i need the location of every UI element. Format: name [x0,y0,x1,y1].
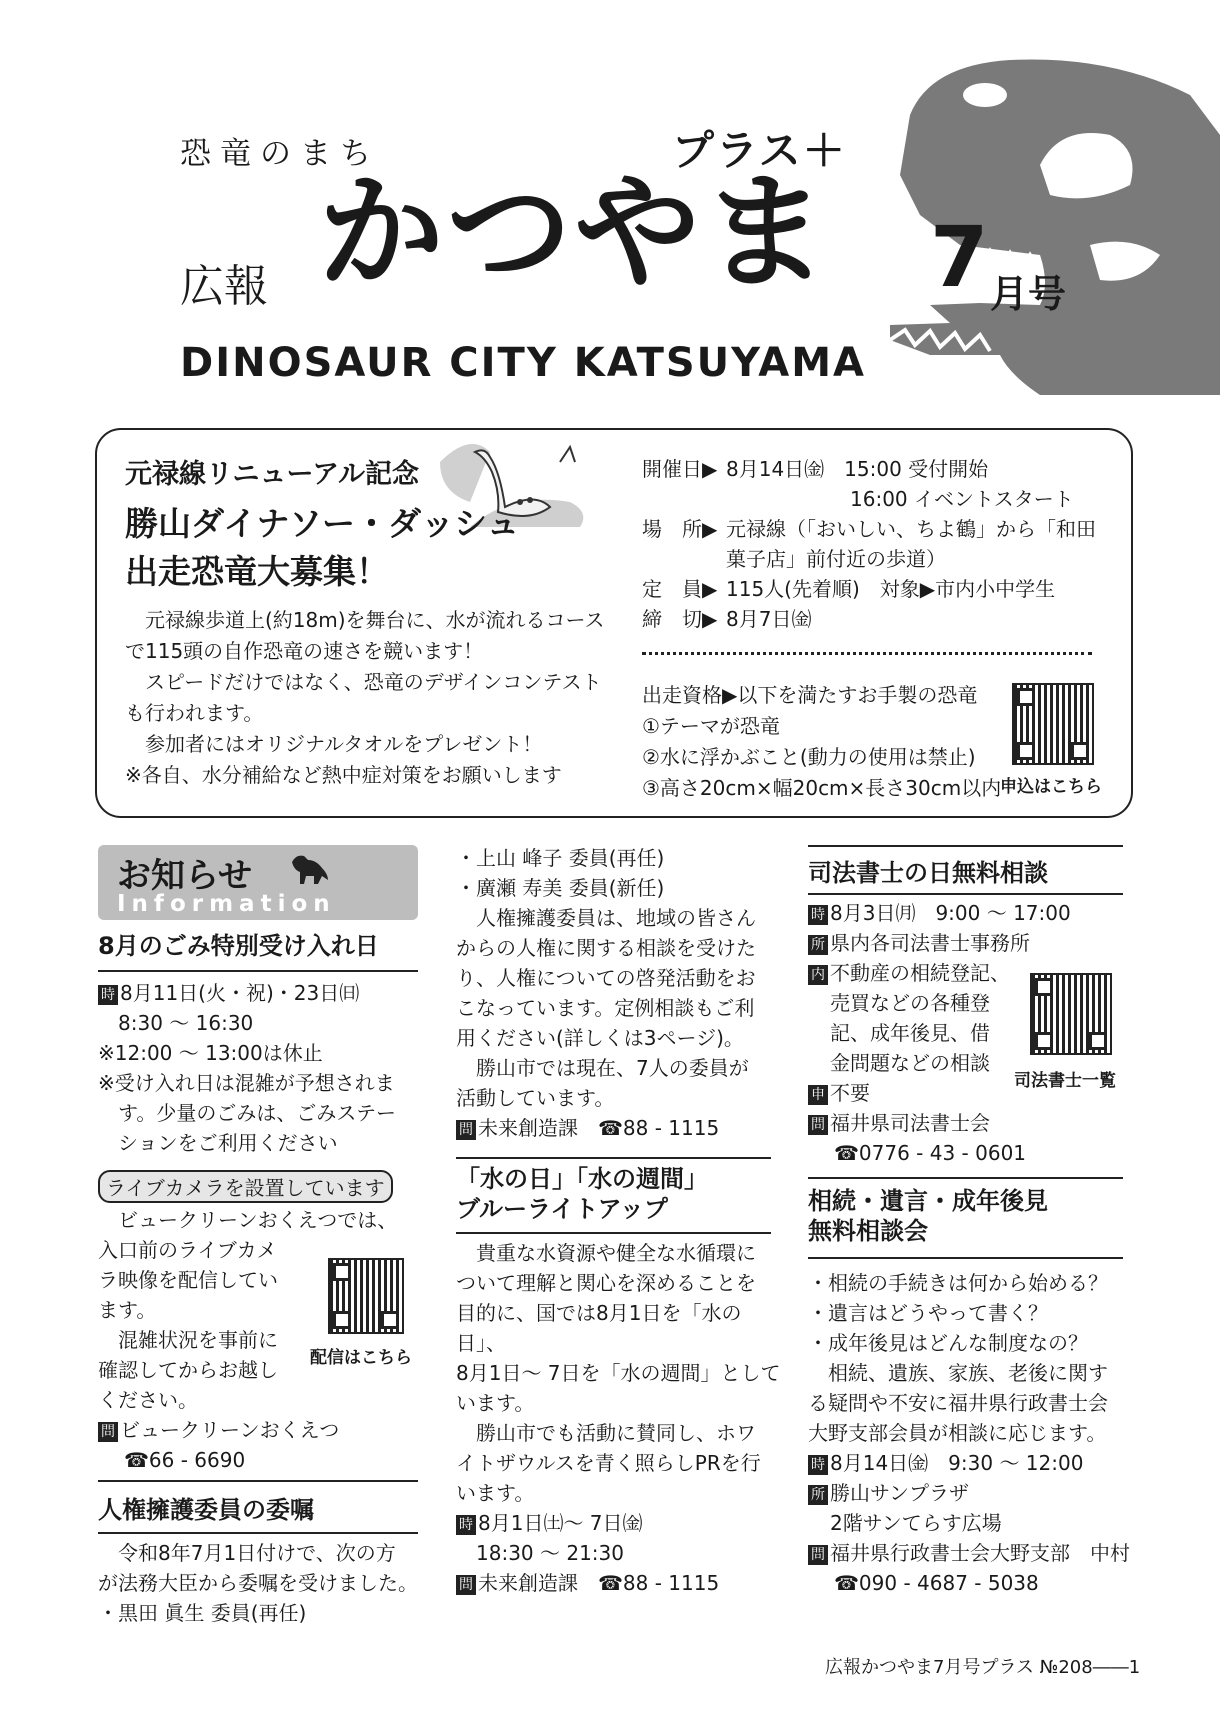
qualification-title: 出走資格▶以下を満たすお手製の恐竜 [642,683,978,707]
event-place-value: 元禄線（「おいしい、ちよ鶴」から「和田 [726,517,1096,541]
qualification-1: ①テーマが恐竜 [642,714,780,738]
divider [98,1532,418,1534]
jinken-p1-5: 用ください(詳しくは3ページ)。 [456,1026,744,1050]
contact-tag: 問 [456,1120,476,1140]
livecam-contact: ビュークリーンおくえつ [120,1418,340,1442]
divider [808,893,1123,895]
time-tag: 時 [456,1515,476,1535]
qualification-2: ②水に浮かぶこと(動力の使用は禁止) [642,745,976,769]
qualification-3: ③高さ20cm×幅20cm×長さ30cm以内 [642,776,1002,800]
event-qualifications [642,680,1001,804]
member-3: ・廣瀬 寿美 委員(新任) [456,876,665,900]
garbage-title: 8月のごみ特別受け入れ日 [98,932,379,960]
souzoku-place-2: 2階サンてらす広場 [830,1511,1002,1535]
koho-label: 広報 [180,261,268,312]
livecam-line-1: ビュークリーンおくえつでは、 [118,1208,398,1232]
event-lead: 元禄線リニューアル記念 [125,459,420,490]
divider [808,1257,1123,1259]
shiho-date: 8月3日㈪ 9:00 ～ 17:00 [830,901,1071,925]
city-english-title: DINOSAUR CITY KATSUYAMA [180,340,866,386]
water-title-line1: 「水の日」「水の週間」 [456,1165,708,1193]
event-title-line1: 勝山ダイナソー・ダッシュ [125,504,520,543]
souzoku-date: 8月14日㈮ 9:30 ～ 12:00 [830,1451,1084,1475]
livecam-line-7: ください。 [98,1388,198,1412]
jinken-title: 人権擁護委員の委嘱 [98,1496,314,1524]
jinken-p1-2: からの人権に関する相談を受けた [456,936,756,960]
livecam-tel: ☎66 - 6690 [124,1448,246,1472]
garbage-note-2c: ションをご利用ください [118,1131,338,1155]
water-contact: 未来創造課 ☎88 - 1115 [478,1571,720,1595]
event-title-line2: 出走恐竜大募集！ [125,551,389,591]
event-body-4: ※各自、水分補給など熱中症対策をお願いします [125,763,562,787]
divider [808,1177,1123,1179]
event-date-value: 8月14日㈮ 15:00 受付開始 [726,457,989,481]
time-tag: 時 [808,1455,828,1475]
divider [808,845,1123,847]
water-p2-3: います。 [456,1481,535,1505]
event-capacity-label: 定 員▶ [642,577,718,601]
souzoku-p-1: 相続、遺族、家族、老後に関す [828,1361,1108,1385]
water-p1-4: 8月1日～ 7日を「水の週間」として [456,1361,781,1385]
souzoku-q2: ・遺言はどうやって書く？ [808,1301,1048,1325]
water-p1-3: 目的に、国では8月1日を「水の日」、 [456,1301,742,1355]
garbage-date: 8月11日(火・祝)・23日㈰ [120,981,360,1005]
water-p1-2: ついて理解と関心を深めることを [456,1271,756,1295]
apply-tag: 申 [808,1085,828,1105]
jinken-p2-1: 勝山市では現在、7人の委員が [476,1056,749,1080]
contact-tag: 問 [456,1575,476,1595]
member-2: ・上山 峰子 委員(再任) [456,846,665,870]
livecam-line-3: ラ映像を配信してい [98,1268,278,1292]
event-body-2: スピードだけではなく、恐竜のデザインコンテストも行われます。 [125,670,602,725]
jinken-p2-2: 活動しています。 [456,1086,615,1110]
divider [98,1480,418,1482]
event-place-label: 場 所▶ [642,517,718,541]
jinken-p1-4: こなっています。定例相談もご利 [456,996,755,1020]
pretitle: 恐竜のまち [180,136,380,172]
livecam-line-6: 確認してからお越し [98,1358,278,1382]
souzoku-title [808,1186,1048,1246]
event-details [642,454,1112,634]
event-place-value-2: 菓子店」前付近の歩道） [726,547,946,571]
apply-qr-code[interactable] [1012,683,1094,765]
event-title [125,500,519,596]
shiho-content-1: 不動産の相続登記、 [830,961,1010,985]
issue-month-suffix: 月号 [990,272,1067,316]
place-tag: 所 [808,1485,828,1505]
water-title [456,1164,708,1224]
water-time: 18:30 ～ 21:30 [476,1541,624,1565]
souzoku-details [808,1268,1138,1598]
contact-tag: 問 [808,1115,828,1135]
event-date-value-2: 16:00 イベントスタート [850,487,1074,511]
souzoku-place-1: 勝山サンプラザ [830,1481,969,1505]
place-tag: 所 [808,935,828,955]
shiho-tel: ☎0776 - 43 - 0601 [834,1141,1027,1165]
content-tag: 内 [808,965,828,985]
page-footer: 広報かつやま7月号プラス №208――1 [825,1657,1141,1678]
water-p1-1: 貴重な水資源や健全な水循環に [476,1241,756,1265]
livecam-heading: ライブカメラを設置しています [98,1170,393,1203]
garbage-time: 8:30 ～ 16:30 [118,1011,254,1035]
water-p2-1: 勝山市でも活動に賛同し、ホワ [476,1421,756,1445]
information-title: お知らせ [117,856,252,896]
water-p2-2: イトザウルスを青く照らしPRを行 [456,1451,761,1475]
shiho-contact: 福井県司法書士会 [830,1111,990,1135]
divider [98,970,418,972]
souzoku-contact: 福井県行政書士会大野支部 中村 [830,1541,1130,1565]
water-date: 8月1日㈯～ 7日㈮ [478,1511,643,1535]
event-capacity-value: 115人(先着順) 対象▶市内小中学生 [726,577,1056,601]
jinken-line-2: が法務大臣から委嘱を受けました。 [98,1571,418,1595]
divider [642,652,1092,655]
jinken-p1-1: 人権擁護委員は、地域の皆さん [476,906,756,930]
livecam-qr-code[interactable] [328,1258,404,1334]
contact-tag: 問 [98,1422,118,1442]
time-tag: 時 [808,905,828,925]
event-deadline-label: 締 切▶ [642,607,718,631]
jinken-continued [456,843,776,1143]
event-date-label: 開催日▶ [642,457,718,481]
garbage-section [98,928,418,964]
garbage-note-1: ※12:00 ～ 13:00は休止 [98,1041,323,1065]
event-body-1: 元禄線歩道上(約18m)を舞台に、水が流れるコースで115頭の自作恐竜の速さを競います！ [125,608,605,663]
souzoku-title-line1: 相続・遺言・成年後見 [808,1187,1048,1215]
page-title: かつやま [318,159,830,306]
apply-qr-label: 申込はこちら [1000,777,1102,797]
water-title-line2: ブルーライトアップ [456,1195,668,1223]
event-body-3: 参加者にはオリジナルタオルをプレゼント！ [145,732,543,756]
jinken-line-1: 令和8年7月1日付けで、次の方 [118,1541,396,1565]
souzoku-p-2: る疑問や不安に福井県行政書士会 [808,1391,1108,1415]
livecam-line-2: 入口前のライブカメ [98,1238,277,1262]
shiho-qr-code[interactable] [1030,973,1112,1055]
livecam-line-5: 混雑状況を事前に [118,1328,278,1352]
water-details [456,1238,786,1598]
divider [456,1232,771,1234]
issue-month-number: 7 [930,208,989,306]
jinken-details [98,1538,428,1628]
souzoku-tel: ☎090 - 4687 - 5038 [834,1571,1039,1595]
garbage-details [98,978,428,1158]
garbage-note-2a: ※受け入れ日は混雑が予想されま [98,1071,395,1095]
shiho-place: 県内各司法書士事務所 [830,931,1030,955]
shiho-content-2: 売買などの各種登 [830,991,990,1015]
souzoku-q1: ・相続の手続きは何から始める？ [808,1271,1108,1295]
jinken-line-3: ・黒田 眞生 委員(再任) [98,1601,307,1625]
plus-label: プラス＋ [672,126,847,175]
livecam-line-4: ます。 [98,1298,157,1322]
shiho-content-3: 記、成年後見、借 [830,1021,990,1045]
shiho-title: 司法書士の日無料相談 [808,859,1048,887]
dinosaur-icon [288,852,330,886]
jinken-contact: 未来創造課 ☎88 - 1115 [478,1116,720,1140]
event-deadline-value: 8月7日㈮ [726,607,812,631]
water-p1-5: います。 [456,1391,535,1415]
contact-tag: 問 [808,1545,828,1565]
event-description [125,605,605,791]
shiho-apply: 不要 [830,1081,870,1105]
jinken-p1-3: り、人権についての啓発活動をお [456,966,756,990]
divider [456,1157,771,1159]
information-subtitle: Information [117,891,336,917]
souzoku-title-line2: 無料相談会 [808,1217,928,1245]
shiho-qr-label: 司法書士一覧 [1014,1071,1116,1091]
time-tag: 時 [98,985,118,1005]
garbage-note-2b: す。少量のごみは、ごみステー [118,1101,396,1125]
souzoku-q3: ・成年後見はどんな制度なの？ [808,1331,1088,1355]
livecam-qr-label: 配信はこちら [310,1348,412,1368]
shiho-content-4: 金問題などの相談 [830,1051,990,1075]
livecam-details [98,1205,428,1475]
souzoku-p-3: 大野支部会員が相談に応じます。 [808,1421,1107,1445]
